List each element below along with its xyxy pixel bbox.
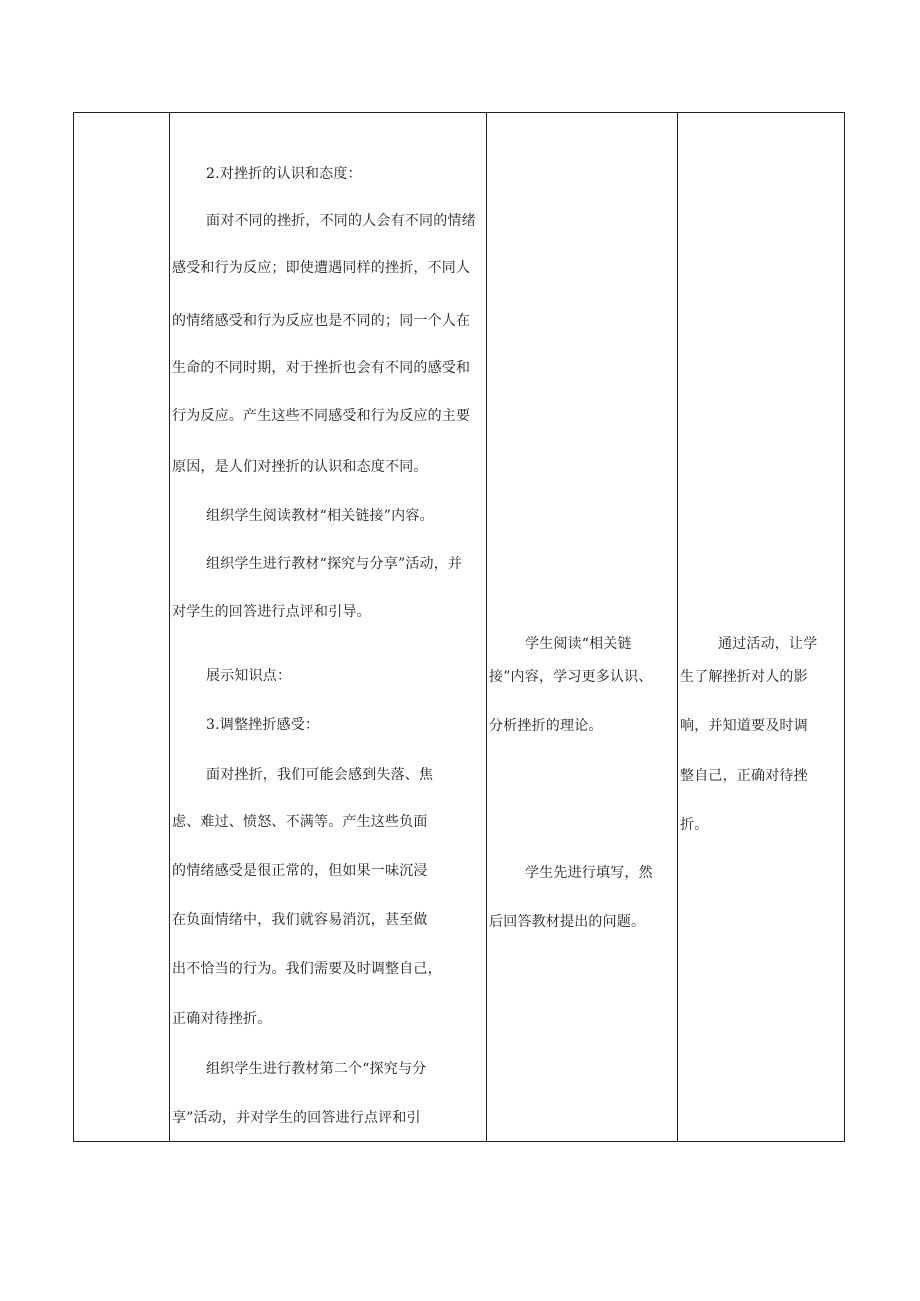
teaching-line-10: 对学生的回答进行点评和引导。 [172,604,371,620]
teaching-line-12: 3.调整挫折感受： [206,717,320,733]
student-line-4: 学生先进行填写，然 [525,865,653,881]
student-line-1: 学生阅读“相关链 [525,636,632,652]
teaching-line-13: 面对挫折，我们可能会感到失落、焦 [206,767,434,783]
intent-line-5: 折。 [680,817,709,833]
teaching-line-8: 组织学生阅读教材“相关链接”内容。 [206,508,434,524]
teaching-line-9: 组织学生进行教材“探究与分享”活动，并 [206,556,463,572]
lesson-plan-table [73,112,845,1142]
teaching-line-1: 2.对挫折的认识和态度： [206,166,362,182]
teaching-line-2: 面对不同的挫折，不同的人会有不同的情绪 [206,213,476,229]
teaching-line-4: 的情绪感受和行为反应也是不同的；同一个人在 [172,313,471,329]
teaching-line-16: 在负面情绪中，我们就容易消沉，甚至做 [172,912,428,928]
teaching-line-20: 享”活动，并对学生的回答进行点评和引 [172,1110,421,1126]
teaching-line-11: 展示知识点： [206,668,292,684]
teaching-line-17: 出不恰当的行为。我们需要及时调整自己， [172,961,442,977]
teaching-line-5: 生命的不同时期，对于挫折也会有不同的感受和 [172,360,471,376]
teaching-line-3: 感受和行为反应；即使遭遇同样的挫折，不同人 [172,260,471,276]
design-intent-column [678,113,844,1141]
student-line-5: 后回答教材提出的问题。 [489,914,646,930]
empty-column [74,113,170,1141]
teaching-line-18: 正确对待挫折。 [172,1011,272,1027]
teaching-line-15: 的情绪感受是很正常的，但如果一味沉浸 [172,863,428,879]
intent-line-3: 响，并知道要及时调 [680,718,808,734]
student-line-3: 分析挫折的理论。 [489,718,603,734]
student-activity-column [487,113,678,1141]
teaching-line-7: 原因，是人们对挫折的认识和态度不同。 [172,459,428,475]
teaching-content-column [170,113,487,1141]
teaching-line-14: 虑、难过、愤怒、不满等。产生这些负面 [172,814,428,830]
intent-line-2: 生了解挫折对人的影 [680,669,808,685]
teaching-line-19: 组织学生进行教材第二个“探究与分 [206,1061,427,1077]
teaching-line-6: 行为反应。产生这些不同感受和行为反应的主要 [172,408,471,424]
intent-line-4: 整自己，正确对待挫 [680,768,808,784]
intent-line-1: 通过活动，让学 [718,636,818,652]
student-line-2: 接”内容，学习更多认识、 [489,669,653,685]
